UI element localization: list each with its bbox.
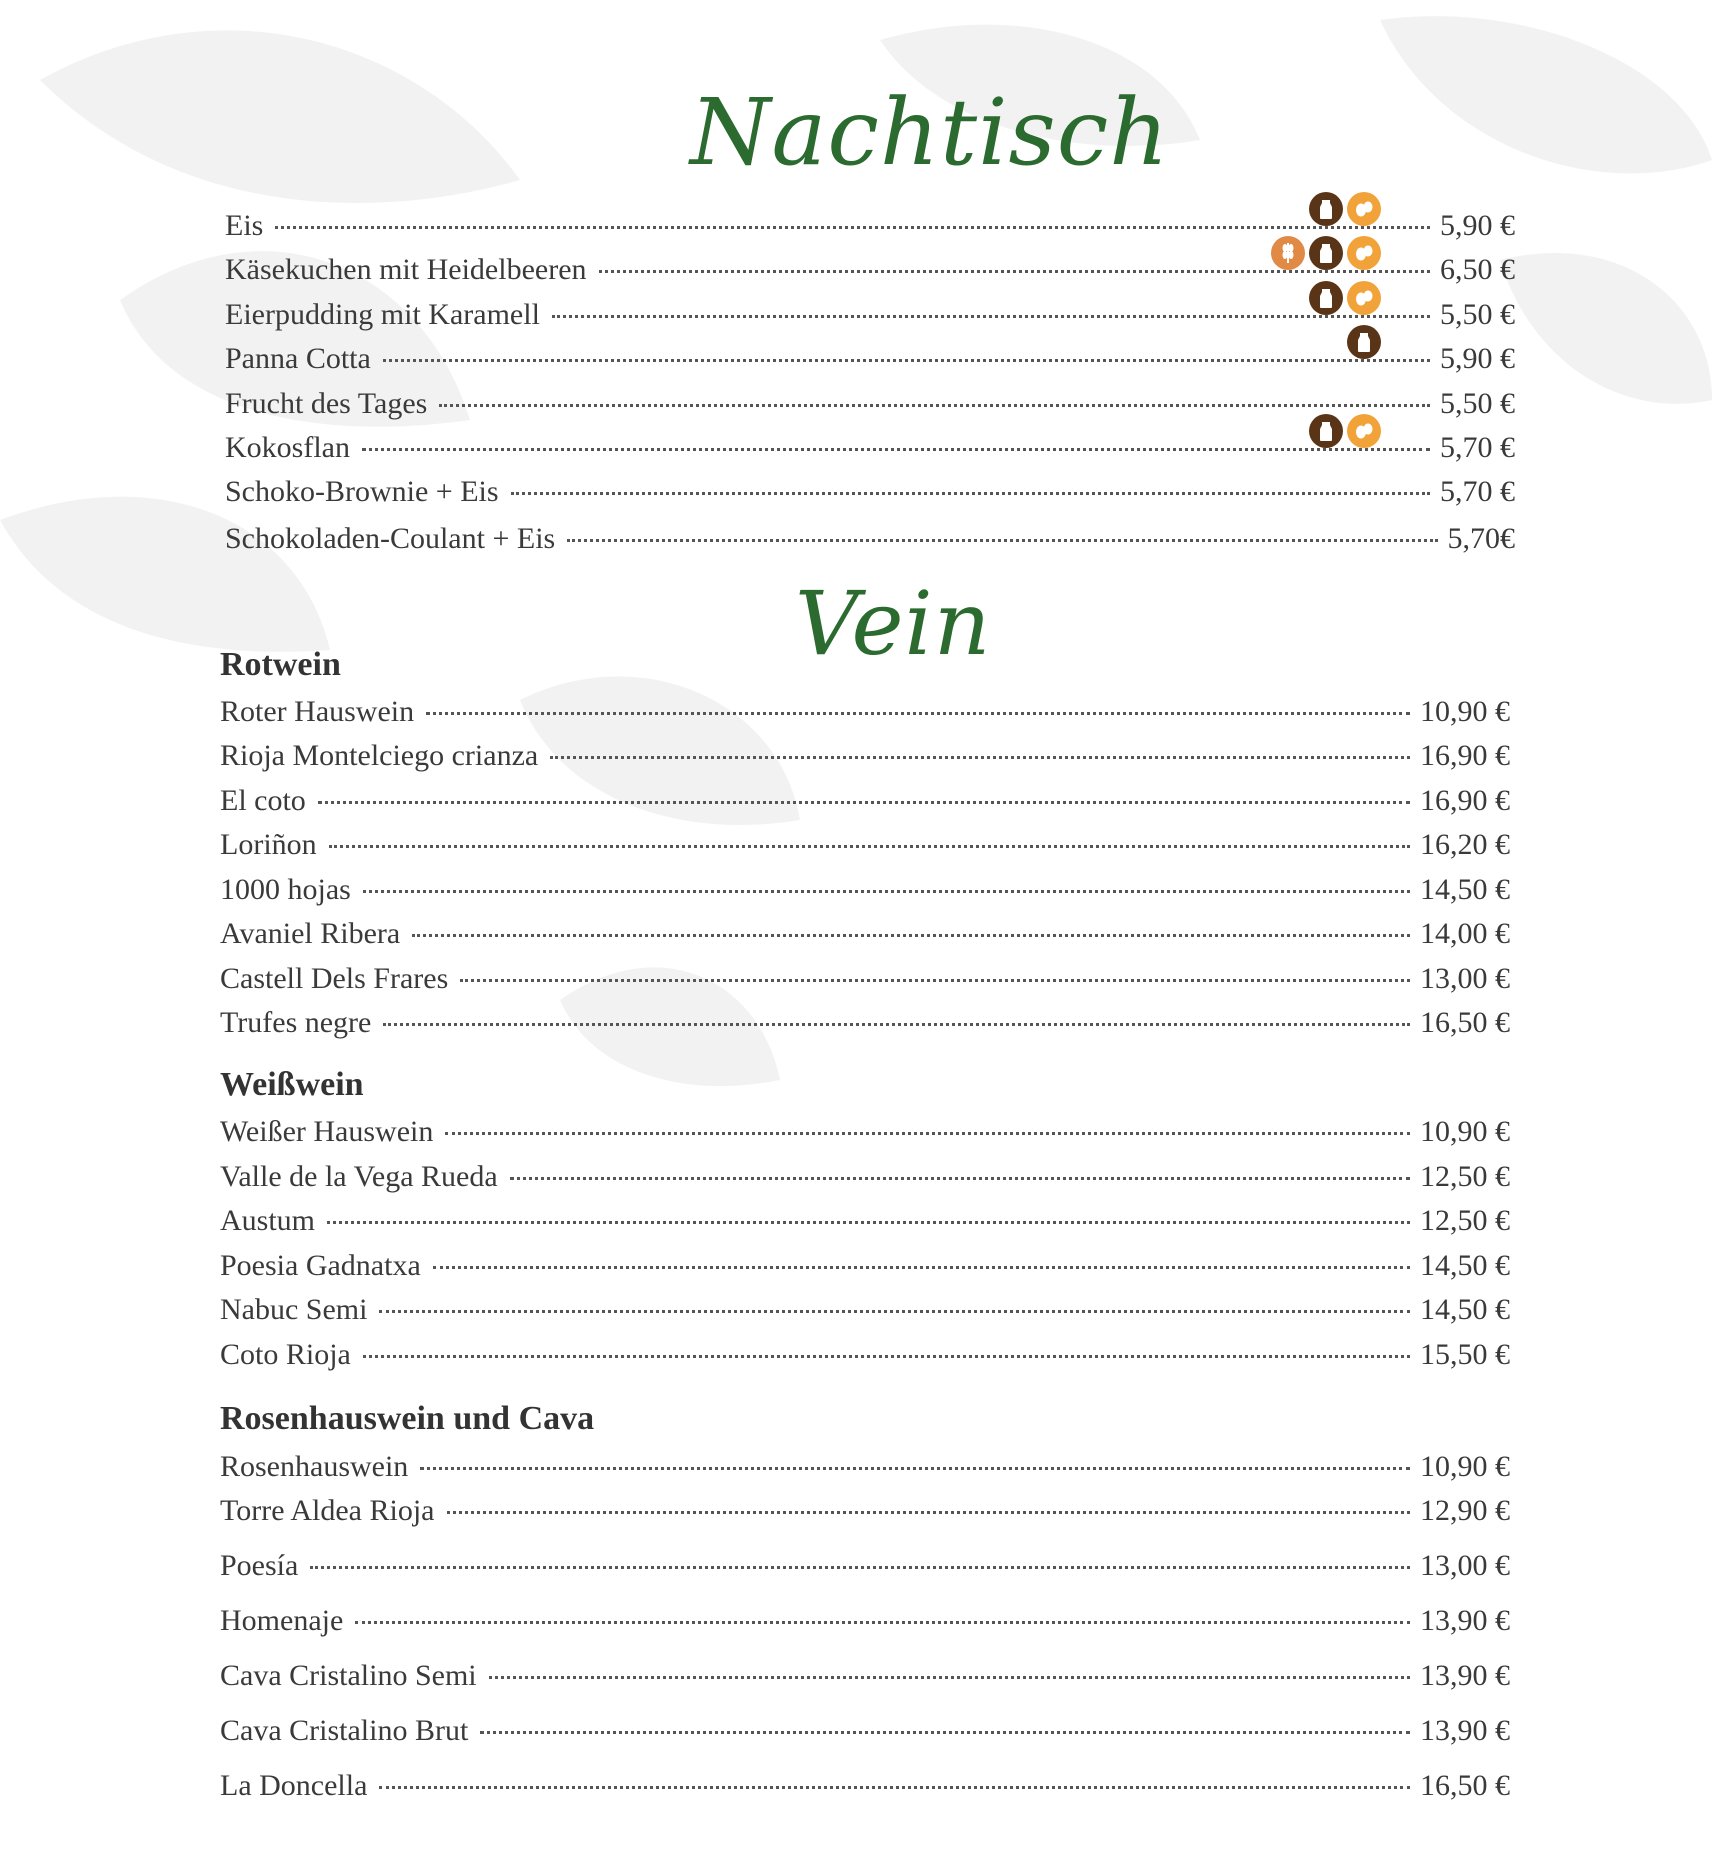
wine-title: Vein	[795, 572, 992, 675]
dot-leader	[379, 1786, 1410, 1789]
milk-icon	[1309, 236, 1343, 270]
item-name: Cava Cristalino Semi	[220, 1659, 477, 1692]
dot-leader	[550, 756, 1410, 759]
item-name: 1000 hojas	[220, 873, 351, 906]
item-name: Käsekuchen mit Heidelbeeren	[225, 253, 587, 286]
item-price: 13,90 €	[1420, 1604, 1510, 1637]
dot-leader	[318, 801, 1410, 804]
item-name: Avaniel Ribera	[220, 917, 401, 950]
item-name: Poesia Gadnatxa	[220, 1249, 421, 1282]
item-name: Eierpudding mit Karamell	[225, 298, 540, 331]
allergen-icons	[1309, 414, 1381, 448]
wine-item	[220, 916, 1510, 952]
item-name: Frucht des Tages	[225, 387, 428, 420]
egg-icon	[1347, 236, 1381, 270]
item-name: Homenaje	[220, 1604, 344, 1637]
dot-leader	[327, 1221, 1410, 1224]
item-price: 13,00 €	[1420, 962, 1510, 995]
item-name: Cava Cristalino Brut	[220, 1714, 469, 1747]
dot-leader	[433, 1266, 1410, 1269]
dot-leader	[420, 1467, 1410, 1470]
wine-item	[220, 1658, 1510, 1694]
dot-leader	[426, 712, 1410, 715]
wine-item	[220, 1493, 1510, 1529]
dot-leader	[379, 1310, 1410, 1313]
dessert-item	[225, 521, 1515, 557]
item-price: 14,50 €	[1420, 1293, 1510, 1326]
item-price: 5,70€	[1447, 522, 1515, 555]
egg-icon	[1347, 414, 1381, 448]
wine-item	[220, 694, 1510, 730]
item-name: Torre Aldea Rioja	[220, 1494, 435, 1527]
item-name: Rosenhauswein	[220, 1450, 409, 1483]
dot-leader	[480, 1731, 1410, 1734]
item-price: 12,50 €	[1420, 1204, 1510, 1237]
wine-group-heading: Rotwein	[220, 646, 341, 683]
item-name: Schoko-Brownie + Eis	[225, 475, 499, 508]
item-price: 5,50 €	[1440, 387, 1515, 420]
item-price: 6,50 €	[1440, 253, 1515, 286]
dot-leader	[489, 1676, 1410, 1679]
dot-leader	[445, 1132, 1410, 1135]
wine-item	[220, 1337, 1510, 1373]
item-price: 16,90 €	[1420, 784, 1510, 817]
wine-item	[220, 1768, 1510, 1804]
item-price: 5,70 €	[1440, 431, 1515, 464]
item-price: 5,90 €	[1440, 342, 1515, 375]
dot-leader	[447, 1511, 1411, 1514]
dessert-item	[225, 474, 1515, 510]
wine-group-heading: Weißwein	[220, 1066, 364, 1103]
wine-group-heading: Rosenhauswein und Cava	[220, 1400, 595, 1437]
item-price: 10,90 €	[1420, 1450, 1510, 1483]
item-price: 16,50 €	[1420, 1769, 1510, 1802]
wine-item	[220, 961, 1510, 997]
item-price: 5,50 €	[1440, 298, 1515, 331]
item-name: Castell Dels Frares	[220, 962, 449, 995]
item-name: Trufes negre	[220, 1006, 372, 1039]
wine-item	[220, 1603, 1510, 1639]
item-name: Weißer Hauswein	[220, 1115, 434, 1148]
item-price: 13,90 €	[1420, 1659, 1510, 1692]
wine-item	[220, 1159, 1510, 1195]
dot-leader	[599, 270, 1430, 273]
dessert-title: Nachtisch	[690, 79, 1170, 186]
item-price: 14,00 €	[1420, 917, 1510, 950]
wine-item	[220, 1248, 1510, 1284]
item-name: Rioja Montelciego crianza	[220, 739, 539, 772]
wine-item	[220, 1548, 1510, 1584]
item-name: Valle de la Vega Rueda	[220, 1160, 498, 1193]
wine-item	[220, 872, 1510, 908]
item-price: 5,70 €	[1440, 475, 1515, 508]
item-price: 15,50 €	[1420, 1338, 1510, 1371]
dot-leader	[510, 1177, 1410, 1180]
wine-item	[220, 827, 1510, 863]
milk-icon	[1347, 325, 1381, 359]
wine-item	[220, 1005, 1510, 1041]
wine-item	[220, 783, 1510, 819]
item-name: Coto Rioja	[220, 1338, 351, 1371]
egg-icon	[1347, 192, 1381, 226]
item-price: 12,90 €	[1420, 1494, 1510, 1527]
item-price: 16,50 €	[1420, 1006, 1510, 1039]
allergen-icons	[1309, 281, 1381, 315]
item-price: 14,50 €	[1420, 873, 1510, 906]
item-price: 14,50 €	[1420, 1249, 1510, 1282]
wine-item	[220, 1203, 1510, 1239]
dessert-item	[225, 341, 1515, 377]
item-name: El coto	[220, 784, 306, 817]
item-name: La Doncella	[220, 1769, 368, 1802]
dot-leader	[363, 1355, 1410, 1358]
item-price: 10,90 €	[1420, 1115, 1510, 1148]
wine-item	[220, 1292, 1510, 1328]
item-name: Eis	[225, 209, 264, 242]
item-price: 12,50 €	[1420, 1160, 1510, 1193]
dot-leader	[310, 1566, 1410, 1569]
wine-item	[220, 1114, 1510, 1150]
dot-leader	[275, 226, 1430, 229]
dot-leader	[567, 539, 1437, 542]
egg-icon	[1347, 281, 1381, 315]
dot-leader	[412, 934, 1410, 937]
allergen-icons	[1271, 236, 1381, 270]
item-name: Austum	[220, 1204, 316, 1237]
item-name: Poesía	[220, 1549, 299, 1582]
item-price: 5,90 €	[1440, 209, 1515, 242]
milk-icon	[1309, 192, 1343, 226]
gluten-icon	[1271, 236, 1305, 270]
dot-leader	[511, 492, 1430, 495]
item-name: Nabuc Semi	[220, 1293, 368, 1326]
dot-leader	[439, 404, 1430, 407]
dot-leader	[383, 1023, 1410, 1026]
dot-leader	[362, 448, 1430, 451]
item-price: 16,20 €	[1420, 828, 1510, 861]
wine-item	[220, 738, 1510, 774]
item-price: 13,90 €	[1420, 1714, 1510, 1747]
dot-leader	[383, 359, 1430, 362]
dot-leader	[460, 979, 1410, 982]
item-price: 10,90 €	[1420, 695, 1510, 728]
allergen-icons	[1309, 192, 1381, 226]
item-name: Kokosflan	[225, 431, 350, 464]
wine-item	[220, 1449, 1510, 1485]
dot-leader	[363, 890, 1410, 893]
dot-leader	[329, 845, 1410, 848]
milk-icon	[1309, 414, 1343, 448]
item-name: Schokoladen-Coulant + Eis	[225, 522, 556, 555]
milk-icon	[1309, 281, 1343, 315]
wine-item	[220, 1713, 1510, 1749]
item-name: Roter Hauswein	[220, 695, 415, 728]
item-name: Panna Cotta	[225, 342, 371, 375]
item-price: 13,00 €	[1420, 1549, 1510, 1582]
allergen-icons	[1347, 325, 1381, 359]
dot-leader	[355, 1621, 1410, 1624]
dot-leader	[552, 315, 1430, 318]
item-price: 16,90 €	[1420, 739, 1510, 772]
item-name: Loriñon	[220, 828, 317, 861]
